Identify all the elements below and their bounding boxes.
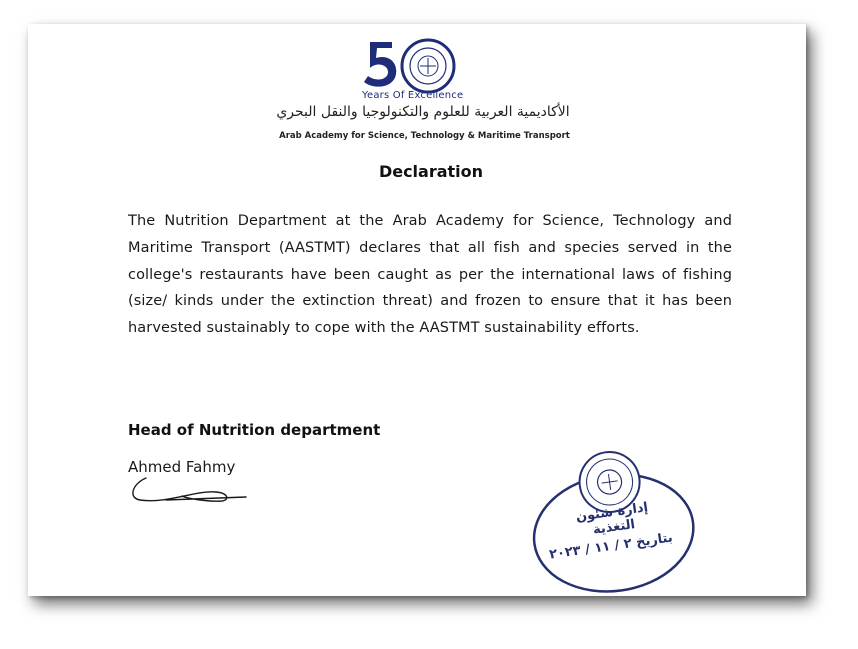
declaration-document bbox=[28, 24, 806, 596]
fifty-years-logo-icon bbox=[358, 36, 488, 96]
stamp-date-text: بتاريخ ٢ / ١١ / ٢٠٢٣ bbox=[548, 530, 674, 563]
signatory-name: Ahmed Fahmy bbox=[128, 458, 236, 476]
years-of-excellence-label: Years Of Excellence bbox=[362, 90, 464, 101]
academy-logo-header bbox=[28, 24, 806, 154]
academy-arabic-name: الأكاديمية العربية للعلوم والتكنولوجيا والنقل البحري bbox=[276, 104, 570, 120]
handwritten-signature bbox=[126, 470, 266, 510]
academy-english-name: Arab Academy for Science, Technology & Maritime Transport bbox=[279, 131, 570, 141]
signatory-title: Head of Nutrition department bbox=[128, 421, 381, 439]
declaration-body: The Nutrition Department at the Arab Academy for Science, Technology and Maritime Transport (AASTMT) declares that all fish and species served in the college's restaurants have been caught as per the international laws of fishing (size/ kinds under the extinction threat) and frozen to ensure that it has been harvested sustainably to cope with the AASTMT sustainability efforts. bbox=[128, 213, 732, 337]
document-title: Declaration bbox=[378, 162, 484, 181]
stamp-department-text: إدارة شئون التغذية bbox=[574, 500, 649, 538]
